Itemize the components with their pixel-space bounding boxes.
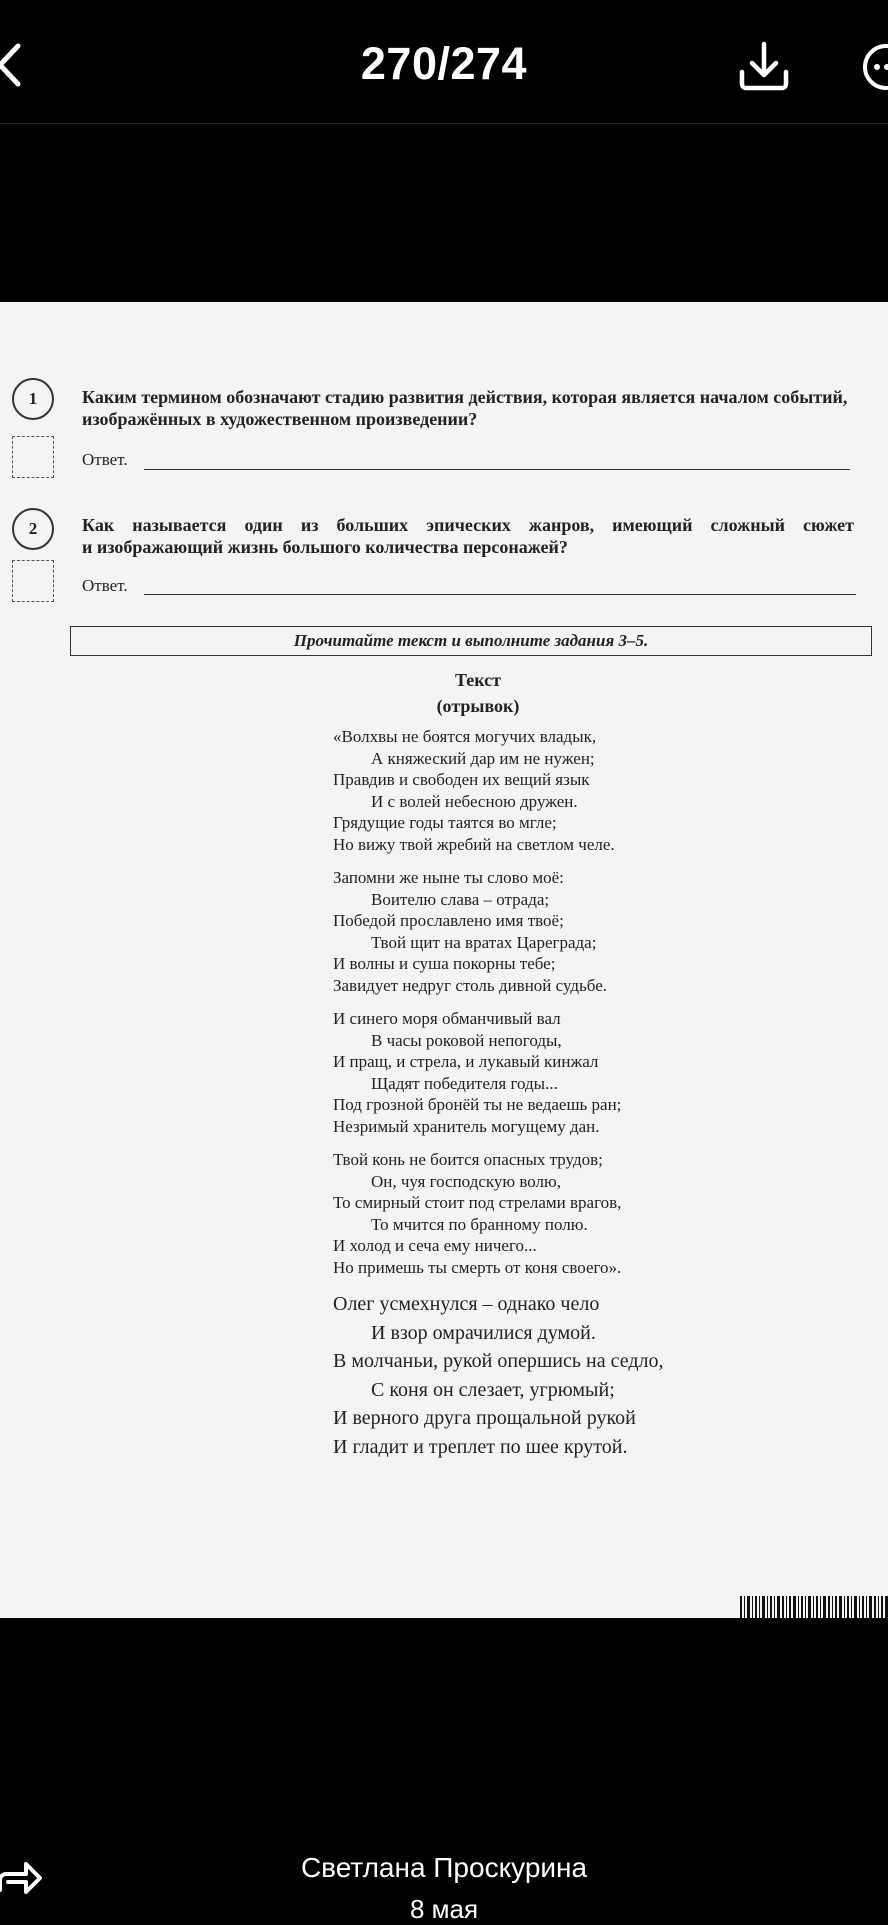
stanza xyxy=(333,867,753,996)
document-photo[interactable] xyxy=(0,302,888,1618)
poem-line: Он, чуя господскую волю, xyxy=(371,1171,561,1191)
download-icon xyxy=(736,38,792,94)
poem-line: И с волей небесною дружен. xyxy=(371,791,578,811)
post-date: 8 мая xyxy=(409,1894,479,1924)
poem-line: С коня он слезает, угрюмый; xyxy=(371,1378,615,1401)
question-2-number: 2 xyxy=(12,508,54,550)
poem-line: Грядущие годы таятся во мгле; xyxy=(333,813,557,832)
poem-line: И верного друга прощальной рукой xyxy=(333,1407,636,1429)
poem-line: И взор омрачилися думой. xyxy=(371,1321,596,1344)
poem-line: В молчаньи, рукой опершись на седло, xyxy=(333,1350,664,1372)
poem-line: Воителю слава – отрада; xyxy=(371,889,550,909)
question-2-text xyxy=(82,514,872,558)
poem-line: И гладит и треплет по шее крутой. xyxy=(333,1435,628,1458)
poem-line: Щадят победителя годы... xyxy=(371,1073,558,1093)
poem-line: Запомни же ныне ты слово моё: xyxy=(333,868,564,887)
stanza xyxy=(333,1008,753,1137)
poem-line: И пращ, и стрела, и лукавый кинжал xyxy=(333,1052,599,1071)
author-name: Светлана Проскурина xyxy=(300,1852,588,1883)
question-1-answer-label: Ответ. xyxy=(82,450,128,469)
poem-line: Но примешь ты смерть от коня своего». xyxy=(333,1257,622,1277)
poem-line: Олег усмехнулся – однако чело xyxy=(333,1293,600,1315)
poem-line: Завидует недруг столь дивной судьбе. xyxy=(333,975,608,995)
poem xyxy=(333,726,753,1473)
poem-line: Правдив и свободен их вещий язык xyxy=(333,770,590,789)
poem-line: И холод и сеча ему ничего... xyxy=(333,1236,537,1255)
more-icon xyxy=(860,42,888,92)
question-2-answer-label: Ответ. xyxy=(82,576,128,595)
poem-line: Но вижу твой жребий на светлом челе. xyxy=(333,834,615,854)
poem-line: То мчится по бранному полю. xyxy=(371,1214,588,1234)
question-2-line-2: и изображающий жизнь большого количества персонажей? xyxy=(82,537,568,557)
instruction-box: Прочитайте текст и выполните задания 3–5. xyxy=(70,626,872,656)
poem-line: Твой конь не боится опасных трудов; xyxy=(333,1150,603,1169)
poem-line: И синего моря обманчивый вал xyxy=(333,1009,561,1028)
question-1-line-2: изображённых в художественном произведении? xyxy=(82,409,478,429)
question-1-number: 1 xyxy=(12,378,54,420)
poem-line: Незримый хранитель могущему дан. xyxy=(333,1116,600,1136)
poem-line: Твой щит на вратах Цареграда; xyxy=(371,932,597,952)
stanza xyxy=(333,1290,753,1461)
page-counter: 270/274 xyxy=(360,38,528,89)
question-2-line-1: Как называется один из больших эпических жанров, имеющий сложный сюжет xyxy=(82,515,854,535)
more-button[interactable] xyxy=(860,42,888,97)
bottom-bar xyxy=(0,1830,888,1924)
stanza xyxy=(333,1149,753,1278)
question-1-score-box xyxy=(12,436,54,478)
poem-line: Победой прославлено имя твоё; xyxy=(333,911,564,930)
top-bar xyxy=(0,0,888,123)
question-1-line-1: Каким термином обозначают стадию развития действия, которая является началом событий, xyxy=(82,387,848,407)
poem-line: А княжеский дар им не нужен; xyxy=(371,748,595,768)
poem-line: То смирный стоит под стрелами врагов, xyxy=(333,1193,622,1212)
poem-line: И волны и суша покорны тебе; xyxy=(333,954,556,973)
poem-line: Под грозной бронёй ты не ведаешь ран; xyxy=(333,1095,622,1114)
text-subtitle: (отрывок) xyxy=(436,696,520,716)
download-button[interactable] xyxy=(736,38,792,99)
poem-line: В часы роковой непогоды, xyxy=(371,1030,562,1050)
question-2-answer-line xyxy=(144,594,856,595)
top-bar-divider xyxy=(0,123,888,124)
question-1-text xyxy=(82,386,872,430)
text-title: Текст xyxy=(454,670,502,690)
question-2-score-box xyxy=(12,560,54,602)
stanza xyxy=(333,726,753,855)
question-1-answer-line xyxy=(144,469,850,470)
barcode xyxy=(740,1596,888,1618)
poem-line: «Волхвы не боятся могучих владык, xyxy=(333,727,597,746)
